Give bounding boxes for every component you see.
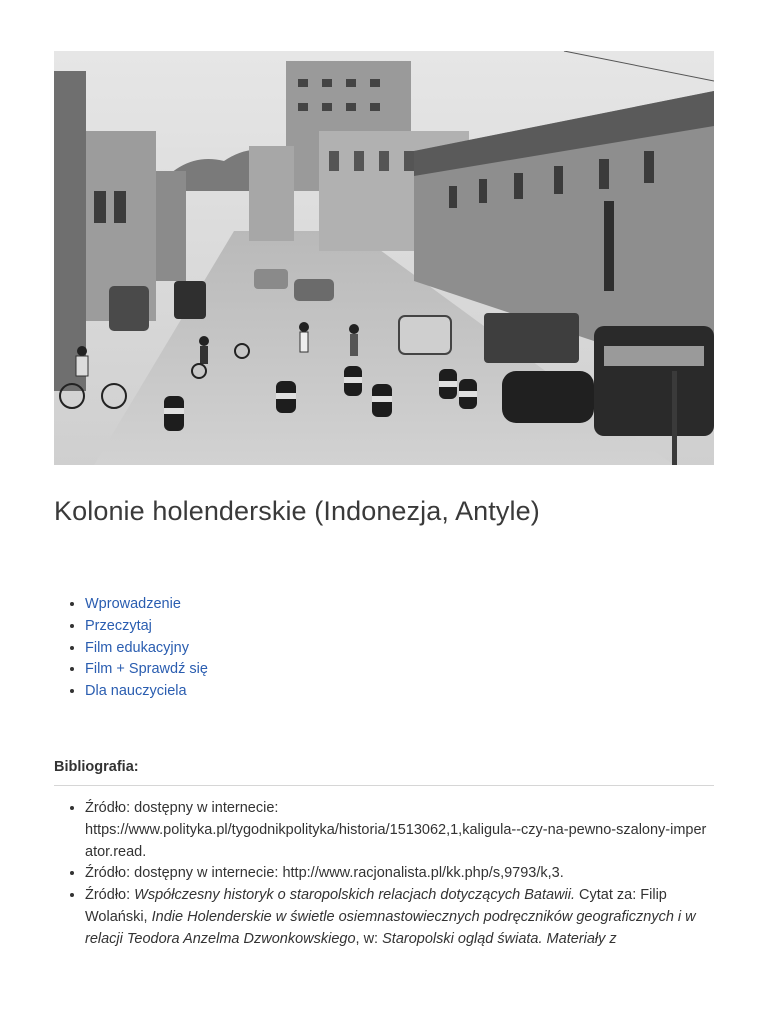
divider [54,785,714,786]
nav-item [85,681,208,703]
bibliography-list [54,798,714,951]
bibliography-heading: Bibliografia: [54,759,139,775]
nav-link-dla-nauczyciela[interactable]: Dla nauczyciela [85,683,187,700]
entry-cite: Cytat za: Filip Wolański, [85,887,667,925]
nav-link-wprowadzenie[interactable]: Wprowadzenie [85,596,181,612]
entry-in: , w: [355,930,379,947]
bibliography-entry [85,863,714,885]
hero-photo [54,51,714,465]
nav-item [85,638,208,660]
entry-prefix: Źródło: dostępny w internecie: [85,800,279,816]
nav-link-film-sprawdz-sie[interactable]: Film + Sprawdź się [85,661,208,678]
bibliography-entry [85,885,714,950]
nav-link-przeczytaj[interactable]: Przeczytaj [85,617,152,634]
street-scene-image [54,51,714,465]
entry-url: http://www.racjonalista.pl/kk.php/s,9793/k,3. [282,865,564,882]
nav-item [85,659,208,681]
entry-prefix: Źródło: dostępny w internecie: [85,865,279,882]
section-nav [54,594,208,703]
entry-source: Staropolski ogląd świata. Materiały z [382,930,617,947]
nav-item [85,594,208,616]
entry-work: Indie Holenderskie w świetle osiemnastowiecznych podręczników geograficznych i w relacji Teodora Anzelma Dzwonkowskiego [85,908,696,947]
nav-item [85,616,208,638]
entry-prefix: Źródło: [85,887,131,904]
page-title: Kolonie holenderskie (Indonezja, Antyle) [54,496,540,526]
nav-link-film-edukacyjny[interactable]: Film edukacyjny [85,639,189,656]
entry-title: Współczesny historyk o staropolskich relacjach dotyczących Batawii. [134,887,575,904]
bibliography-entry [85,798,714,863]
entry-url: https://www.polityka.pl/tygodnikpolityka/historia/1513062,1,kaligula--czy-na-pewno-szalony-imperator.read. [85,821,707,860]
